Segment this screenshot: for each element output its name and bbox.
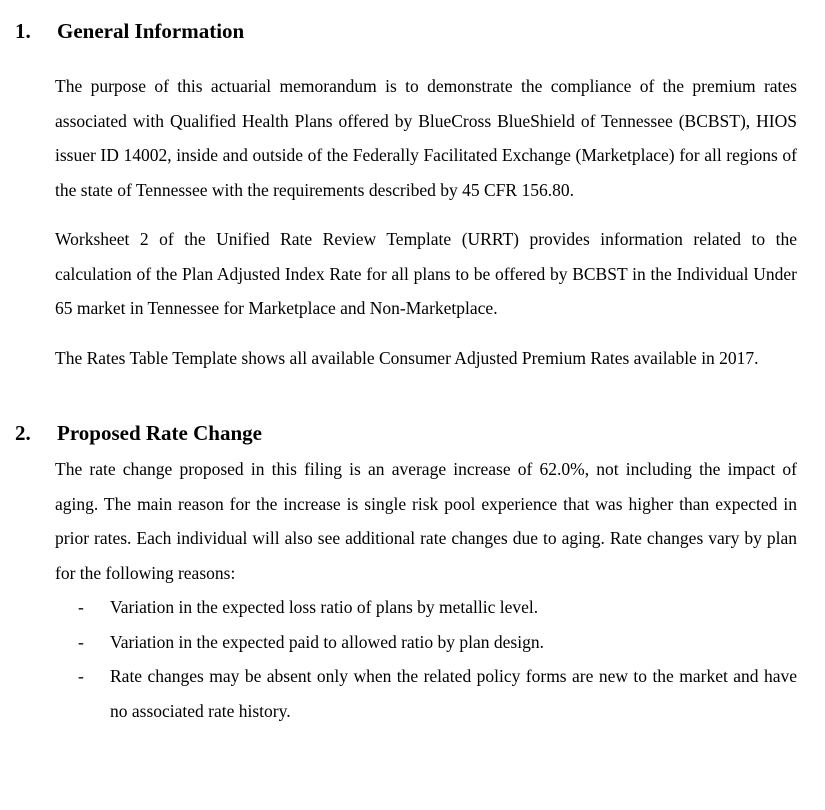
section-number: 2. [15, 421, 31, 445]
list-item [55, 590, 797, 625]
list-item [55, 659, 797, 728]
dash-bullet: - [78, 666, 84, 686]
dash-bullet: - [78, 631, 84, 652]
section-title: Proposed Rate Change [57, 421, 262, 445]
section-general-information [15, 18, 797, 375]
section-title: General Information [57, 19, 245, 43]
list-item-text: Rate changes may be absent only when the related policy forms are new to the market and have no associated rate history. [110, 666, 797, 721]
section-number: 1. [15, 19, 31, 43]
list-item [55, 625, 797, 660]
dash-bullet: - [78, 597, 84, 617]
section-heading [15, 18, 797, 44]
section-proposed-rate-change [15, 420, 797, 728]
section-body [55, 69, 797, 375]
paragraph-purpose: The purpose of this actuarial memorandum is to demonstrate the compliance of the premium rates associated with Qualified Health Plans offered by BlueCross BlueShield of Tennessee (BCBST), HIOS issuer ID 14002, inside and outside of the Federally Facilitated Exchange (Marketplace) for all regions of the state of Tennessee with the requirements described by 45 CFR 156.80. [55, 76, 797, 200]
list-item-text: Variation in the expected loss ratio of plans by metallic level. [110, 597, 539, 617]
reasons-list [55, 590, 797, 728]
section-heading [15, 420, 797, 446]
paragraph-rates-table: The Rates Table Template shows all available Consumer Adjusted Premium Rates available in 2017. [55, 347, 759, 368]
list-item-text: Variation in the expected paid to allowed ratio by plan design. [110, 631, 544, 652]
paragraph-worksheet2: Worksheet 2 of the Unified Rate Review Template (URRT) provides information related to the calculation of the Plan Adjusted Index Rate for all plans to be offered by BCBST in the Individual Under 65 market in Tennessee for Marketplace and Non-Marketplace. [55, 229, 797, 318]
section-body [55, 452, 797, 728]
paragraph-rate-change: The rate change proposed in this filing is an average increase of 62.0%, not including the impact of aging. The main reason for the increase is single risk pool experience that was higher than expected in prior rates. Each individual will also see additional rate changes due to aging. Rate changes vary by plan for the following reasons: [55, 459, 797, 583]
